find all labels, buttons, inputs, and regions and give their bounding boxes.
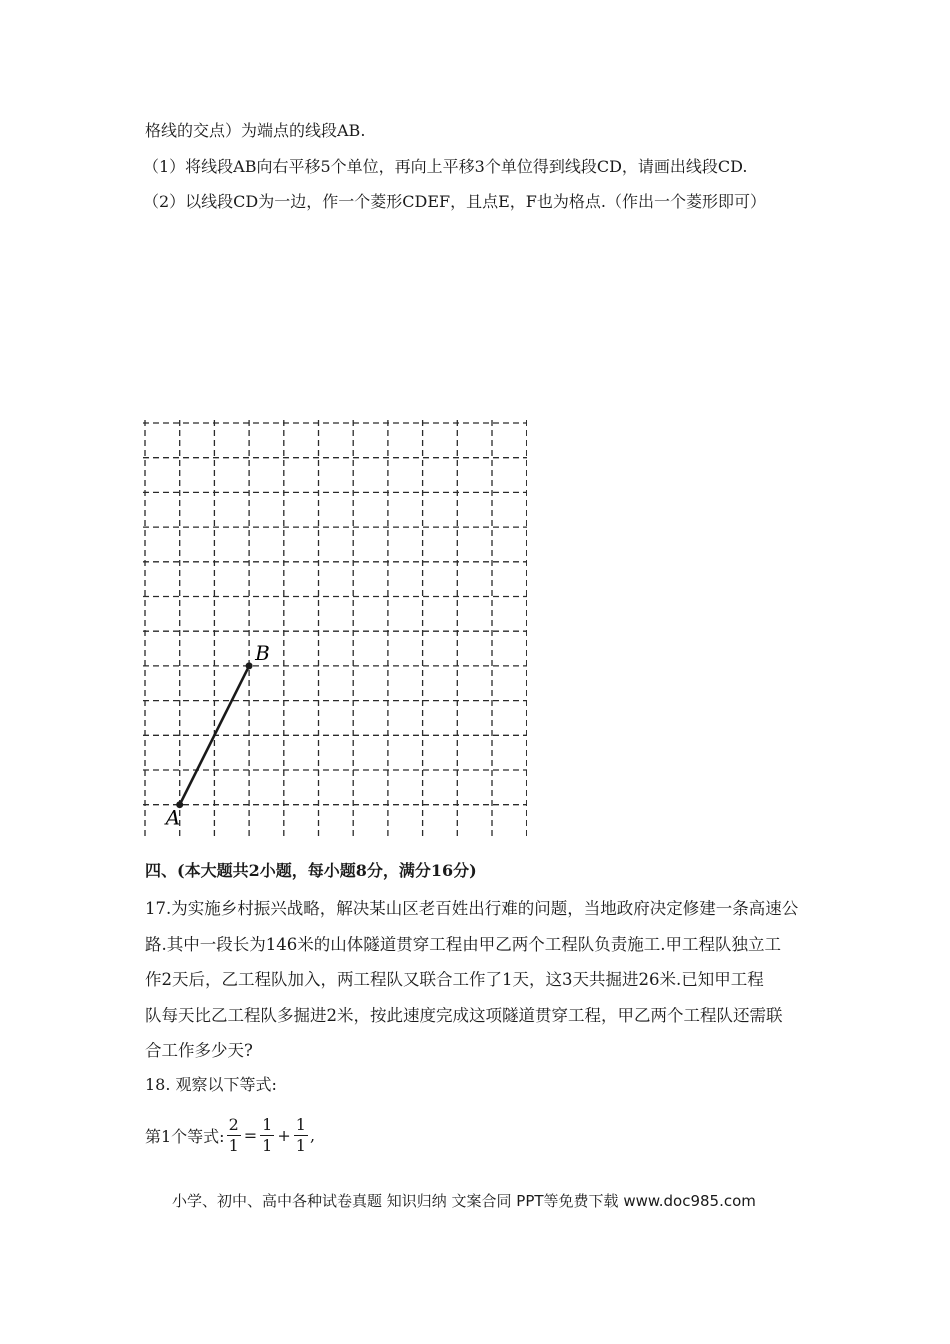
fraction-3-denominator: 1 (295, 1135, 306, 1155)
text-line-1: 格线的交点）为端点的线段AB. (145, 121, 366, 140)
point-b (246, 662, 253, 669)
fraction-2-denominator: 1 (262, 1135, 273, 1155)
label-a: A (165, 805, 181, 830)
fraction-2-numerator: 1 (262, 1114, 273, 1134)
fraction-3 (294, 1115, 308, 1156)
problem-18-intro: 18. 观察以下等式: (145, 1075, 277, 1094)
problem-17-line-2: 路.其中一段长为146米的山体隧道贯穿工程由甲乙两个工程队负责施工.甲工程队独立工 (145, 934, 781, 954)
task-1-line: （1）将线段AB向右平移5个单位，再向上平移3个单位得到线段CD，请画出线段CD. (143, 157, 748, 176)
fraction-1-denominator: 1 (228, 1135, 239, 1155)
problem-17-line-5: 合工作多少天? (145, 1041, 253, 1060)
fraction-3-numerator: 1 (295, 1114, 306, 1134)
equals-sign: = (243, 1125, 258, 1145)
label-b: B (255, 640, 270, 665)
problem-17-line-4: 队每天比乙工程队多掘进2米，按此速度完成这项隧道贯穿工程，甲乙两个工程队还需联 (145, 1005, 783, 1025)
section-heading: 四、(本大题共2小题，每小题8分，满分16分) (145, 861, 477, 880)
grid-lines (143, 420, 527, 838)
problem-17-line-3: 作2天后，乙工程队加入，两工程队又联合工作了1天，这3天共掘进26米.已知甲工程 (145, 970, 764, 989)
footer-note: 小学、初中、高中各种试卷真题 知识归纳 文案合同 PPT等免费下载 www.doc985.com (172, 1192, 756, 1210)
fraction-2 (260, 1115, 274, 1156)
plus-sign: + (277, 1125, 291, 1145)
task-2-line: （2）以线段CD为一边，作一个菱形CDEF，且点E，F也为格点.（作出一个菱形即可） (143, 192, 766, 211)
equation-1 (145, 1112, 315, 1158)
problem-17 (145, 891, 815, 1069)
problem-17-line-1: 17.为实施乡村振兴战略，解决某山区老百姓出行难的问题，当地政府决定修建一条高速公 (145, 899, 799, 918)
equation-1-trailing-comma: , (309, 1125, 316, 1145)
grid-figure (143, 420, 527, 838)
fraction-1 (227, 1115, 241, 1156)
equation-1-prefix: 第1个等式: (145, 1126, 225, 1146)
fraction-1-numerator: 2 (228, 1114, 239, 1134)
